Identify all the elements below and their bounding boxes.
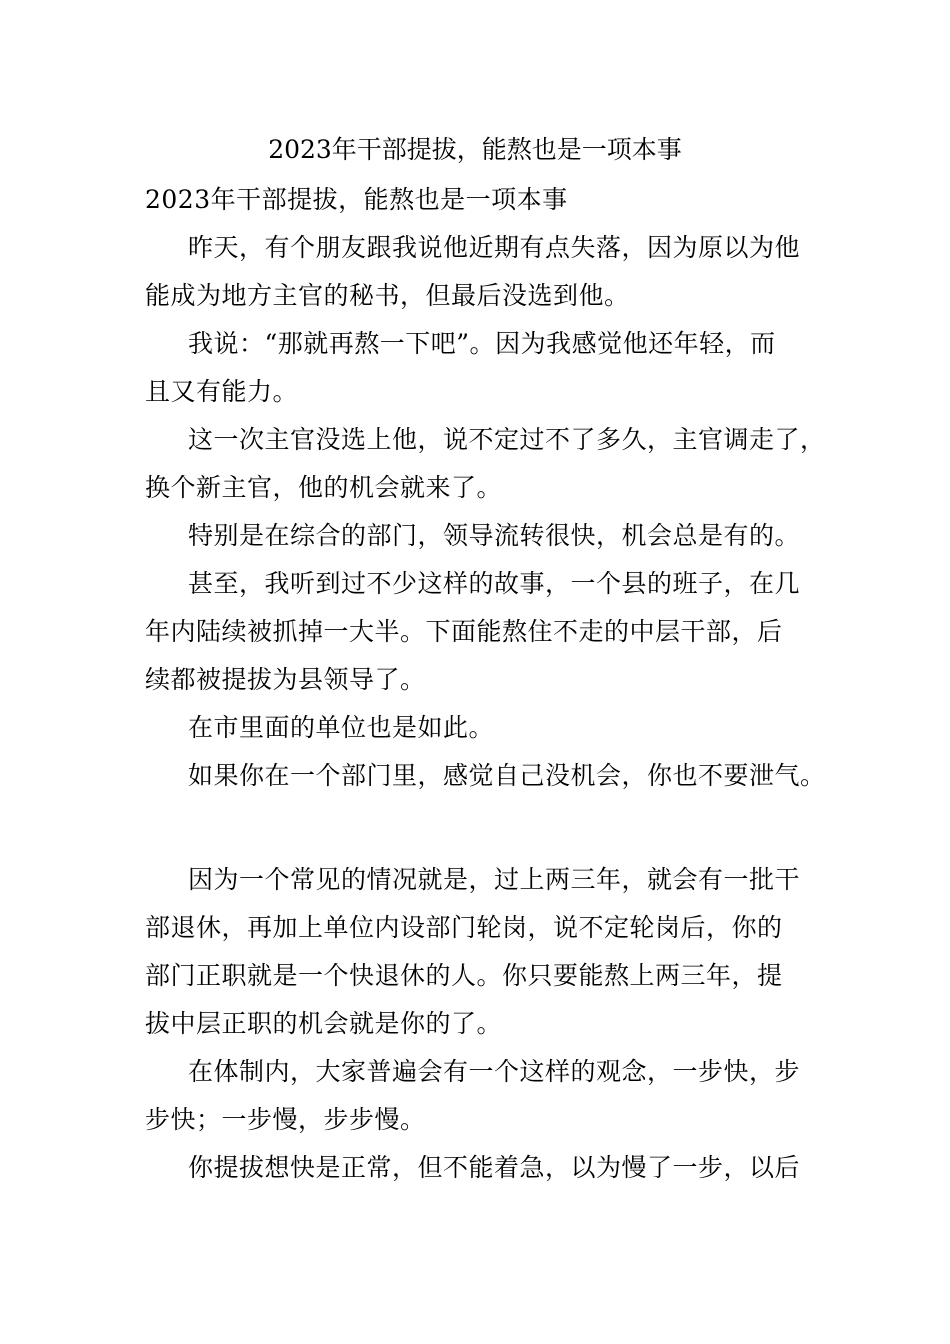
paragraph-line: 特别是在综合的部门，领导流转很快，机会总是有的。 <box>188 521 801 550</box>
paragraph-line: 在体制内，大家普遍会有一个这样的观念，一步快，步 <box>188 1057 801 1086</box>
paragraph <box>145 1144 817 1192</box>
document-body <box>145 176 826 1192</box>
document-subtitle: 2023年干部提拔，能熬也是一项本事 <box>145 185 568 214</box>
paragraph-line: 你提拔想快是正常，但不能着急，以为慢了一步，以后 <box>188 1153 801 1182</box>
paragraph-line: 甚至，我听到过不少这样的故事，一个县的班子，在几 <box>188 569 801 598</box>
paragraph <box>145 320 817 416</box>
paragraph <box>145 416 826 512</box>
paragraph-line: 年内陆续被抓掉一大半。下面能熬住不走的中层干部，后 <box>145 617 783 646</box>
document-title: 2023年干部提拔，能熬也是一项本事 <box>268 135 682 164</box>
paragraph-line: 因为一个常见的情况就是，过上两三年，就会有一批干 <box>188 865 801 894</box>
paragraph <box>145 224 817 320</box>
paragraph-line: 这一次主官没选上他，说不定过不了多久，主官调走了， <box>188 425 826 454</box>
paragraph-line: 拔中层正职的机会就是你的了。 <box>145 1009 503 1038</box>
paragraph-line: 能成为地方主官的秘书，但最后没选到他。 <box>145 281 630 310</box>
paragraph-spacer <box>145 800 817 856</box>
paragraph <box>145 1048 817 1144</box>
paragraph-line: 在市里面的单位也是如此。 <box>188 713 495 742</box>
paragraph-line: 昨天，有个朋友跟我说他近期有点失落，因为原以为他 <box>188 233 801 262</box>
paragraph-line: 步快；一步慢，步步慢。 <box>145 1105 426 1134</box>
paragraph-line: 如果你在一个部门里，感觉自己没机会，你也不要泄气。 <box>188 761 826 790</box>
paragraph <box>145 704 817 752</box>
paragraph-line: 续都被提拔为县领导了。 <box>145 665 426 694</box>
paragraph-line: 且又有能力。 <box>145 377 299 406</box>
paragraph <box>145 752 826 800</box>
paragraph-line: 我说：“那就再熬一下吧”。因为我感觉他还年轻，而 <box>188 329 776 358</box>
paragraph <box>145 512 817 560</box>
paragraph-line: 部门正职就是一个快退休的人。你只要能熬上两三年，提 <box>145 961 783 990</box>
paragraph-line: 部退休，再加上单位内设部门轮岗，说不定轮岗后，你的 <box>145 913 783 942</box>
paragraph <box>145 560 817 704</box>
paragraph-line: 换个新主官，他的机会就来了。 <box>145 473 503 502</box>
paragraph <box>145 856 817 1048</box>
